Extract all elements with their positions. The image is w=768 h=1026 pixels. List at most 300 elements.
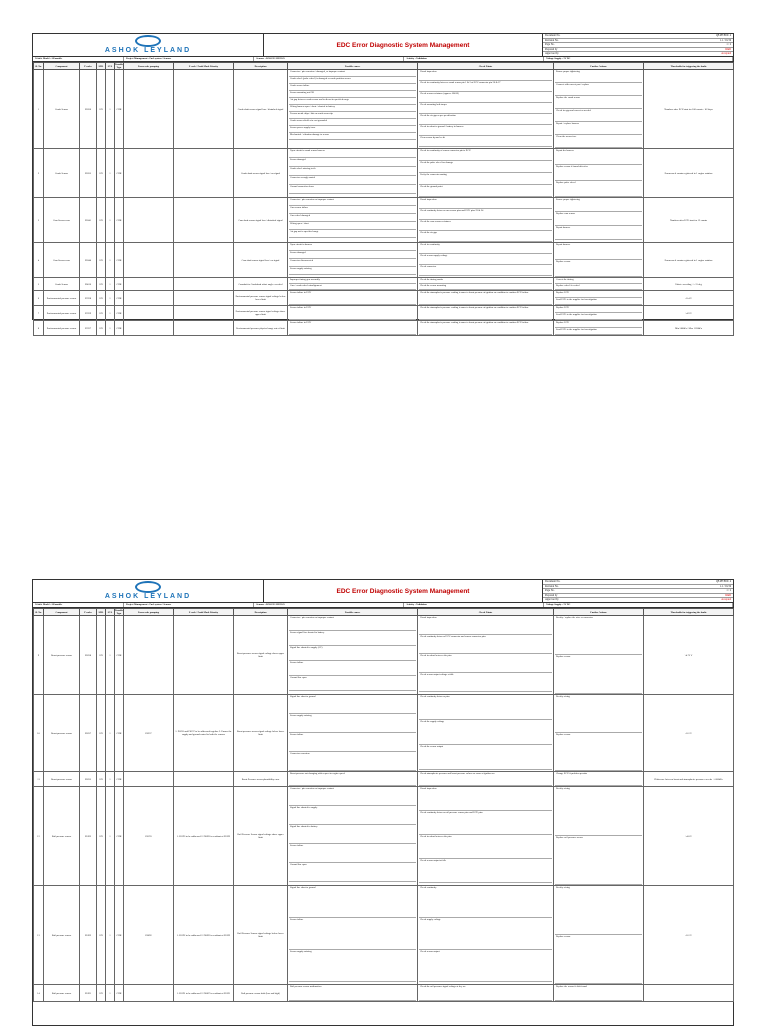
error-group-cell [124, 278, 174, 291]
description-cell: Boost pressure sensor signal voltage below lower limit [234, 695, 288, 772]
table-header-row [34, 609, 734, 616]
check-points-cell [418, 70, 554, 149]
table-header-row [34, 63, 734, 70]
possible-causes-cell-list [289, 278, 416, 290]
error-group-cell [124, 149, 174, 198]
further-actions-cell-list [555, 278, 642, 290]
action-item: Replace ECU [555, 306, 642, 313]
column-header: Error code grouping [124, 63, 174, 70]
check-points-cell [418, 198, 554, 243]
subheader-field: Sensors : BOSCH / DENSO [254, 57, 404, 61]
check-item: Check continuity between ECU connector and sensor connector pins [419, 635, 552, 654]
action-item: Rectify / replace the wire or connector [555, 616, 642, 655]
serial-number-cell: 7 [34, 306, 44, 321]
table-row [34, 70, 734, 149]
p-code-cell: P0340 [80, 243, 97, 278]
further-actions-cell-list [555, 985, 642, 1001]
cause-item: Air gap not in specified range [289, 230, 416, 238]
document-title: EDC Error Diagnostic System Management [264, 580, 543, 602]
cause-item: Connector / pin corrosion or improper contact [289, 787, 416, 806]
cause-item: Sensor damaged [289, 158, 416, 167]
possible-causes-cell [288, 985, 418, 1002]
mil-cell: ON [97, 886, 106, 985]
action-item: Send ECU to the supplier for investigation [555, 328, 642, 335]
cause-item: Ground line open [289, 676, 416, 691]
check-points-cell-list [419, 616, 552, 694]
description-cell: Cam shaft sensor signal loss / disturbed signal [234, 198, 288, 243]
check-item: Check the atmospheric pressure reading is same to boost pressure at ignition on condition to confirm ECU failure [419, 306, 552, 320]
possible-causes-cell-list [289, 985, 416, 1001]
action-item: Replace the sensor if drift found [555, 985, 642, 1001]
check-item: Check for continuity of sensor connector pin to ECU [419, 149, 552, 161]
check-points-cell-list [419, 149, 552, 197]
possible-causes-cell [288, 695, 418, 772]
cause-item: Wiring harness open / short / shorted to battery [289, 105, 416, 112]
svs-cell: 1 [106, 616, 115, 695]
serial-number-cell: 1 [34, 70, 44, 149]
document-page-1 [32, 33, 734, 331]
serial-number-cell: 5 [34, 278, 44, 291]
action-item: Repair / replace harness [555, 122, 642, 135]
check-points-cell [418, 985, 554, 1002]
check-points-cell-list [419, 278, 552, 290]
meta-value: Accepted [721, 52, 731, 56]
possible-causes-cell-list [289, 787, 416, 885]
possible-causes-cell-list [289, 243, 416, 277]
action-item: Send ECU to the supplier for investigation [555, 313, 642, 320]
document-meta [543, 580, 733, 602]
fault-priority-cell [174, 616, 234, 695]
svs-cell: 1 [106, 772, 115, 787]
component-cell: Boost pressure sensor [44, 772, 80, 787]
description-cell: Crank shaft sensor signal loss / no signal [234, 149, 288, 198]
table-row [34, 985, 734, 1002]
trouble-type-cell: CHK [115, 70, 124, 149]
document-page-2 [32, 579, 734, 1026]
further-actions-cell [554, 985, 644, 1002]
column-header: E code / Fault Mask Priority [174, 609, 234, 616]
action-item: Correct the timing [555, 278, 642, 284]
column-header: P codes [80, 609, 97, 616]
cause-item: Open circuit in harness [289, 243, 416, 251]
cause-item: Sensor failure in ECU [289, 306, 416, 320]
fault-priority-cell: 1. P0235 and P0237 to be addressed together 2. Ensure the supply and ground routed to both the sensors [174, 695, 234, 772]
mil-cell: ON [97, 306, 106, 321]
check-points-cell-list [419, 787, 552, 885]
possible-causes-cell [288, 291, 418, 306]
meta-value: 1 / 2 [726, 589, 731, 593]
svs-cell: 1 [106, 886, 115, 985]
further-actions-cell [554, 772, 644, 787]
p-code-cell: P0238 [80, 616, 97, 695]
error-group-cell [124, 198, 174, 243]
cause-item: Sensor supply missing [289, 950, 416, 982]
threshold-cell: >4.8 V [644, 787, 734, 886]
cause-item: Cam / crank wheel misalignment [289, 284, 416, 290]
check-item: Check continuity between cam sensor pins and ECU pins 23 & 24 [419, 209, 552, 220]
column-header: Description [234, 63, 288, 70]
component-cell: Rail pressure sensor [44, 985, 80, 1002]
trouble-type-cell: CHK [115, 306, 124, 321]
serial-number-cell: 13 [34, 886, 44, 985]
logo-text: ASHOK LEYLAND [104, 47, 192, 54]
description-cell: Rail pressure sensor drift (low and high) [234, 985, 288, 1002]
description-cell: Cam shaft sensor signal loss / no signal [234, 243, 288, 278]
svs-cell: 1 [106, 985, 115, 1002]
component-cell: Boost pressure sensor [44, 695, 80, 772]
further-actions-cell [554, 695, 644, 772]
cause-item: Ferrous metal chips / dirt on crank sensor tip [289, 112, 416, 119]
component-cell: Crank Sensor [44, 149, 80, 198]
table-row [34, 886, 734, 985]
description-cell: Boost pressure sensor signal voltage above upper limit [234, 616, 288, 695]
mil-cell: ON [97, 243, 106, 278]
company-logo [33, 34, 264, 56]
further-actions-cell [554, 616, 644, 695]
threshold-cell [644, 985, 734, 1002]
mil-cell: ON [97, 772, 106, 787]
check-item: Check sensor output [419, 950, 552, 982]
cause-item: Sensor failure [289, 733, 416, 752]
cause-item: Sensor failure in ECU [289, 321, 416, 335]
column-header: Check Points [418, 609, 554, 616]
further-actions-cell-list [555, 70, 642, 148]
cause-item: Sensor failure [289, 844, 416, 863]
action-item: Repair the harness [555, 149, 642, 165]
further-actions-cell [554, 278, 644, 291]
p-code-cell: P0191 [80, 985, 97, 1002]
meta-key: Revision No. [545, 584, 559, 588]
p-code-cell: P0335 [80, 149, 97, 198]
action-item: Ensure proper tightening [555, 198, 642, 212]
column-header: Possible causes [288, 63, 418, 70]
threshold-cell: Erroneous 4 counts registered in 1 engine rotation [644, 243, 734, 278]
cause-item: Signal line shorted to supply [289, 806, 416, 825]
meta-key: Prepared by [545, 47, 558, 51]
action-item: Replace sensor [555, 260, 642, 277]
svs-cell: 1 [106, 149, 115, 198]
p-code-cell: P0193 [80, 787, 97, 886]
mil-cell: ON [97, 198, 106, 243]
trouble-type-cell: CHK [115, 616, 124, 695]
column-header: Sl. No. [35, 610, 42, 614]
trouble-type-cell: CHK [115, 243, 124, 278]
subheader-field: Project Management : Fuel system / Sensors [124, 603, 254, 607]
serial-number-cell: 11 [34, 772, 44, 787]
cause-item: Cam sensor failure [289, 206, 416, 214]
serial-number-cell: 14 [34, 985, 44, 1002]
table-row [34, 787, 734, 886]
mil-cell: ON [97, 278, 106, 291]
error-group-cell: P0237 [124, 695, 174, 772]
further-actions-cell-list [555, 243, 642, 277]
threshold-cell: Min 500hPa / Max 1150hPa [644, 321, 734, 336]
meta-key: Prepared by [545, 593, 558, 597]
fault-priority-cell [174, 772, 234, 787]
serial-number-cell: 12 [34, 787, 44, 886]
table-row [34, 695, 734, 772]
subheader-field: Vehicle Model : All models [33, 57, 124, 61]
action-item: Repair harness [555, 243, 642, 260]
further-actions-cell [554, 149, 644, 198]
check-item: Check atmospheric pressure and boost pressure values are same at ignition on [419, 772, 552, 786]
meta-key: Document No. [545, 580, 561, 583]
check-points-cell-list [419, 243, 552, 277]
cause-item: Ground connection loose [289, 185, 416, 194]
serial-number-cell: 9 [34, 616, 44, 695]
trouble-type-cell: CHK [115, 149, 124, 198]
check-item: Check the sensor mounting [419, 284, 552, 290]
threshold-cell: Offset exceeding +/- 15 deg [644, 278, 734, 291]
description-cell: Crank shaft sensor signal loss / disturbed signal [234, 70, 288, 149]
action-item: Check for gap and correct as needed [555, 109, 642, 122]
trouble-type-cell: CHK [115, 321, 124, 336]
further-actions-cell-list [555, 695, 642, 771]
check-item: Check the pulse wheel for damage [419, 161, 552, 173]
further-actions-cell [554, 306, 644, 321]
action-item: Replace ECU [555, 291, 642, 298]
possible-causes-cell [288, 278, 418, 291]
meta-value: R&D [725, 593, 731, 597]
cause-item: Connector / pin corrosion / damaged, or improper contact [289, 70, 416, 77]
threshold-cell: Numbers after ECU start for 12 counts [644, 198, 734, 243]
fault-priority-cell [174, 278, 234, 291]
cause-item: Crank wheel (pulse wheel) is damaged or crank position sensor [289, 77, 416, 84]
further-actions-cell-list [555, 149, 642, 197]
fault-priority-cell [174, 321, 234, 336]
cause-item: Sensor failure [289, 918, 416, 950]
description-cell: Environmental pressure sensor signal voltage above upper limit [234, 306, 288, 321]
subheader-field: Activity : Validation [404, 603, 544, 607]
check-points-cell [418, 306, 554, 321]
threshold-cell: >4.75 V [644, 616, 734, 695]
cause-item: Connector / pin corrosion or improper contact [289, 198, 416, 206]
table-row [34, 149, 734, 198]
table-row [34, 198, 734, 243]
column-header: Sl. No. [35, 64, 42, 68]
component-cell: Crank Sensor [44, 278, 80, 291]
cause-item: Rail pressure sensor malfunction [289, 985, 416, 1001]
table-row [34, 616, 734, 695]
column-header: Check Points [418, 63, 554, 70]
possible-causes-cell-list [289, 695, 416, 771]
check-points-cell-list [419, 772, 552, 786]
further-actions-cell [554, 886, 644, 985]
cause-item: Connector disconnected [289, 259, 416, 267]
error-group-cell [124, 616, 174, 695]
possible-causes-cell-list [289, 886, 416, 984]
check-item: Visual inspection [419, 70, 552, 81]
mil-cell: ON [97, 70, 106, 149]
meta-value: QF-PE/EDC 4 [715, 580, 731, 583]
possible-causes-cell [288, 787, 418, 886]
component-cell: Cam Sensor error [44, 198, 80, 243]
table-row [34, 772, 734, 787]
check-points-cell [418, 321, 554, 336]
mil-cell: ON [97, 695, 106, 772]
action-item: Replace wheel if needed [555, 284, 642, 290]
check-points-cell [418, 695, 554, 772]
meta-row [543, 52, 733, 56]
check-points-cell-list [419, 886, 552, 984]
svs-cell: 1 [106, 787, 115, 886]
cause-item: Sensor supply missing [289, 714, 416, 733]
further-actions-cell-list [555, 321, 642, 335]
fault-priority-cell [174, 291, 234, 306]
component-cell: Boost pressure sensor [44, 616, 80, 695]
action-item: Replace ECU [555, 321, 642, 328]
cause-item: Sensor signal line shorted to battery [289, 631, 416, 646]
trouble-type-cell: CHK [115, 291, 124, 306]
further-actions-cell-list [555, 616, 642, 694]
check-item: Check connector [419, 265, 552, 276]
check-item: Visual inspection [419, 616, 552, 635]
check-item: Verify the connector mating [419, 173, 552, 185]
check-item: Check sensor supply voltage [419, 254, 552, 265]
check-points-cell [418, 616, 554, 695]
possible-causes-cell-list [289, 321, 416, 335]
possible-causes-cell-list [289, 198, 416, 242]
description-cell: Environmental pressure sensor signal voltage below lower limit [234, 291, 288, 306]
check-points-cell-list [419, 198, 552, 242]
p-code-cell: P0237 [80, 695, 97, 772]
trouble-type-cell: CHK [115, 198, 124, 243]
check-item: Check the supply voltage [419, 720, 552, 745]
possible-causes-cell [288, 243, 418, 278]
svs-cell: 1 [106, 70, 115, 149]
meta-value: Accepted [721, 598, 731, 602]
possible-causes-cell [288, 306, 418, 321]
cause-item: Mechanical / vibration damage to sensor [289, 133, 416, 140]
check-item: Check sensor resistance (approx. 860 Ω) [419, 92, 552, 103]
further-actions-cell-list [555, 291, 642, 305]
fault-priority-cell [174, 149, 234, 198]
logo-emblem-icon [135, 581, 161, 593]
svs-cell: 1 [106, 243, 115, 278]
cause-item: Cam wheel damaged [289, 214, 416, 222]
column-header: Component [44, 609, 80, 616]
component-cell: Crank Sensor [44, 70, 80, 149]
action-item: Replace sensor if found defective [555, 165, 642, 181]
cause-item: Sensor damaged [289, 251, 416, 259]
column-header: Further Actions [554, 609, 644, 616]
svs-cell: 1 [106, 306, 115, 321]
check-points-cell [418, 291, 554, 306]
threshold-cell: >4.9 V [644, 306, 734, 321]
check-points-cell [418, 149, 554, 198]
mil-cell: ON [97, 787, 106, 886]
error-group-cell [124, 985, 174, 1002]
check-item: Check for short to ground / battery in harness [419, 125, 552, 136]
check-item: Visual inspection [419, 787, 552, 811]
p-code-cell: P0341 [80, 198, 97, 243]
check-item: Check sensor output at idle [419, 859, 552, 883]
component-cell: Cam Sensor error [44, 243, 80, 278]
action-item: Replace cam sensor [555, 212, 642, 226]
action-item: Ensure proper tightening [555, 70, 642, 83]
action-item: Rectify wiring [555, 886, 642, 935]
mil-cell: ON [97, 149, 106, 198]
p-code-cell: P0192 [80, 886, 97, 985]
column-header: Component [44, 63, 80, 70]
check-item: Check sensor output voltage at idle [419, 673, 552, 692]
meta-value: 1 / 2 [726, 43, 731, 47]
threshold-cell: Difference between boost and atmospheric pressure exceeds +/-200hPa [644, 772, 734, 787]
check-item: Check the timing marks [419, 278, 552, 284]
possible-causes-cell-list [289, 291, 416, 305]
error-group-cell [124, 306, 174, 321]
fault-priority-cell [174, 306, 234, 321]
error-group-cell: P0092 [124, 886, 174, 985]
threshold-cell: <0.2 V [644, 886, 734, 985]
further-actions-cell-list [555, 787, 642, 885]
serial-number-cell: 6 [34, 291, 44, 306]
fault-priority-cell [174, 70, 234, 149]
subheader-field: Activity : Validation [404, 57, 544, 61]
cause-item: Signal line shorted to supply (5V) [289, 646, 416, 661]
column-header: Further Actions [554, 63, 644, 70]
action-item: Replace the crank sensor [555, 96, 642, 109]
company-logo [33, 580, 264, 602]
column-header: E code / Fault Mask Priority [174, 63, 234, 70]
meta-key: Page No. [545, 589, 555, 593]
meta-value: 1.1 / 01/19 [719, 584, 731, 588]
cause-item: Boost pressure not changing with respect to engine speed [289, 772, 416, 786]
check-points-cell-list [419, 306, 552, 320]
check-item: Check the atmospheric pressure reading is same to boost pressure at ignition on condition to confirm ECU failure [419, 321, 552, 335]
check-points-cell [418, 278, 554, 291]
p-code-cell: P2228 [80, 291, 97, 306]
check-item: Check the air gap [419, 231, 552, 242]
table-row [34, 306, 734, 321]
further-actions-cell [554, 291, 644, 306]
subheader-field: Project Management : Fuel system / Sensors [124, 57, 254, 61]
action-item: Replace sensor [555, 655, 642, 694]
threshold-cell: <0.2 V [644, 695, 734, 772]
action-item: Replace pulse wheel [555, 181, 642, 197]
possible-causes-cell [288, 886, 418, 985]
fault-priority-cell: 1. P0191 to be addressed 2. P0087 is resultant of P0191 [174, 985, 234, 1002]
fault-priority-cell [174, 243, 234, 278]
cause-item: Signal line shorted to battery [289, 825, 416, 844]
serial-number-cell: 4 [34, 243, 44, 278]
error-group-cell [124, 772, 174, 787]
cause-item: Ground line open [289, 863, 416, 882]
p-code-cell: P2229 [80, 306, 97, 321]
possible-causes-cell-list [289, 306, 416, 320]
cause-item: Sensor failure in ECU [289, 291, 416, 305]
trouble-type-cell: CHK [115, 886, 124, 985]
meta-key: Approved by [545, 598, 559, 602]
cause-item: Connector wrongly mated [289, 176, 416, 185]
column-header: SVS [106, 609, 115, 616]
cause-item: Signal line short to ground [289, 886, 416, 918]
check-item: Check the atmospheric pressure reading is same to boost pressure at ignition on condition to confirm ECU failure [419, 291, 552, 305]
column-header: MIL [97, 609, 106, 616]
serial-number-cell: 10 [34, 695, 44, 772]
cause-item: Wiring open / short [289, 222, 416, 230]
p-code-cell: P0016 [80, 278, 97, 291]
fault-priority-cell: 1. P0192 to be addressed 2. P0092 is resultant of P0192 [174, 886, 234, 985]
possible-causes-cell-list [289, 149, 416, 197]
further-actions-cell-list [555, 886, 642, 984]
description-cell: Rail Pressure Sensor signal voltage above upper limit [234, 787, 288, 886]
check-points-cell-list [419, 70, 552, 148]
serial-number-cell: 8 [34, 321, 44, 336]
further-actions-cell [554, 70, 644, 149]
further-actions-cell [554, 321, 644, 336]
column-header: Error code grouping [124, 609, 174, 616]
